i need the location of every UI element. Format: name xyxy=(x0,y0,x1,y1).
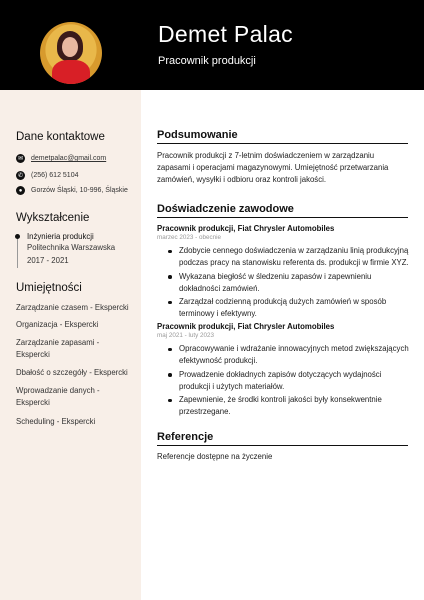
education-entry xyxy=(16,232,134,268)
job-bullets xyxy=(168,245,410,322)
job-bullet: Zdobycie cennego doświadczenia w zarządzaniu linią produkcyjną podczas pracy na stanowisku referenta ds. produkcji w firmie XYZ. xyxy=(168,245,410,269)
education-bullet xyxy=(15,234,20,239)
email-icon: ✉ xyxy=(17,156,24,162)
skill-item: Dbałość o szczegóły - Eksperckі xyxy=(16,368,128,377)
job-bullets xyxy=(168,343,410,420)
job-title: Pracownik produkcji, Fiat Chrysler Automobiles xyxy=(157,224,335,233)
location-pin-icon: ● xyxy=(16,186,25,195)
skill-item: Scheduling - Eksperckі xyxy=(16,417,96,426)
job-title: Pracownik produkcji, Fiat Chrysler Automobiles xyxy=(157,322,335,331)
job-bullet: Zapewnienie, że środki kontroli jakości były konsekwentnie przestrzegane. xyxy=(168,394,410,418)
job-bullet: Zarządzał codzienną produkcją dużych zamówień w sposób terminowy i efektywny. xyxy=(168,296,410,320)
summary-heading: Podsumowanie xyxy=(157,129,238,141)
address-text: Gorzów Śląski, 10-996, Śląskie xyxy=(31,187,128,194)
education-degree: Inżynieria produkcji xyxy=(27,232,94,241)
job-dates: marzec 2023 - obecnie xyxy=(157,234,222,241)
candidate-role: Pracownik produkcji xyxy=(158,55,256,67)
references-heading: Referencje xyxy=(157,431,214,443)
avatar-body xyxy=(52,60,90,84)
phone-icon: ✆ xyxy=(17,173,24,179)
job-bullet: Wykazana biegłość w śledzeniu zapasów i zapewnieniu dokładności zamówień. xyxy=(168,271,410,295)
skill-item: Zarządzanie czasem - Eksperckі xyxy=(16,303,129,312)
summary-divider xyxy=(157,143,408,144)
education-timeline-line xyxy=(17,236,18,268)
skill-item: Zarządzanie zapasami - Eksperckі xyxy=(16,338,100,359)
education-school: Politechnika Warszawska xyxy=(27,243,116,252)
education-heading: Wykształcenie xyxy=(16,212,90,224)
avatar-face xyxy=(62,37,78,57)
avatar xyxy=(40,22,102,84)
education-years: 2017 - 2021 xyxy=(27,256,69,265)
candidate-name: Demet Palac xyxy=(158,21,293,47)
phone-text: (256) 612 5104 xyxy=(31,172,79,179)
job-bullet: Opracowywanie i wdrażanie innowacyjnych metod zwiększających efektywność produkcji. xyxy=(168,343,410,367)
summary-text: Pracownik produkcji z 7-letnim doświadczeniem w zarządzaniu zapasami i operacjami magazynowymi. Umiejętność przetwarzania zamówień, wysyłki i odbioru oraz kontroli jakości. xyxy=(157,151,389,184)
experience-heading: Doświadczenie zawodowe xyxy=(157,203,294,215)
contact-phone xyxy=(16,171,78,180)
job-dates: maj 2021 - luty 2023 xyxy=(157,332,215,339)
skill-item: Organizacja - Eksperckі xyxy=(16,320,99,329)
email-link[interactable]: demetpalac@gmail.com xyxy=(31,155,107,162)
job-bullet: Prowadzenie dokładnych zapisów dotyczących wydajności produkcji i użytych materiałów. xyxy=(168,369,410,393)
references-divider xyxy=(157,445,408,446)
skills-heading: Umiejętności xyxy=(16,282,82,294)
contact-heading: Dane kontaktowe xyxy=(16,131,105,143)
references-text: Referencje dostępne na życzenie xyxy=(157,452,273,461)
experience-divider xyxy=(157,217,408,218)
skill-item: Wprowadzanie danych - Eksperckі xyxy=(16,386,100,407)
contact-address xyxy=(16,186,128,195)
contact-email[interactable] xyxy=(16,154,106,163)
